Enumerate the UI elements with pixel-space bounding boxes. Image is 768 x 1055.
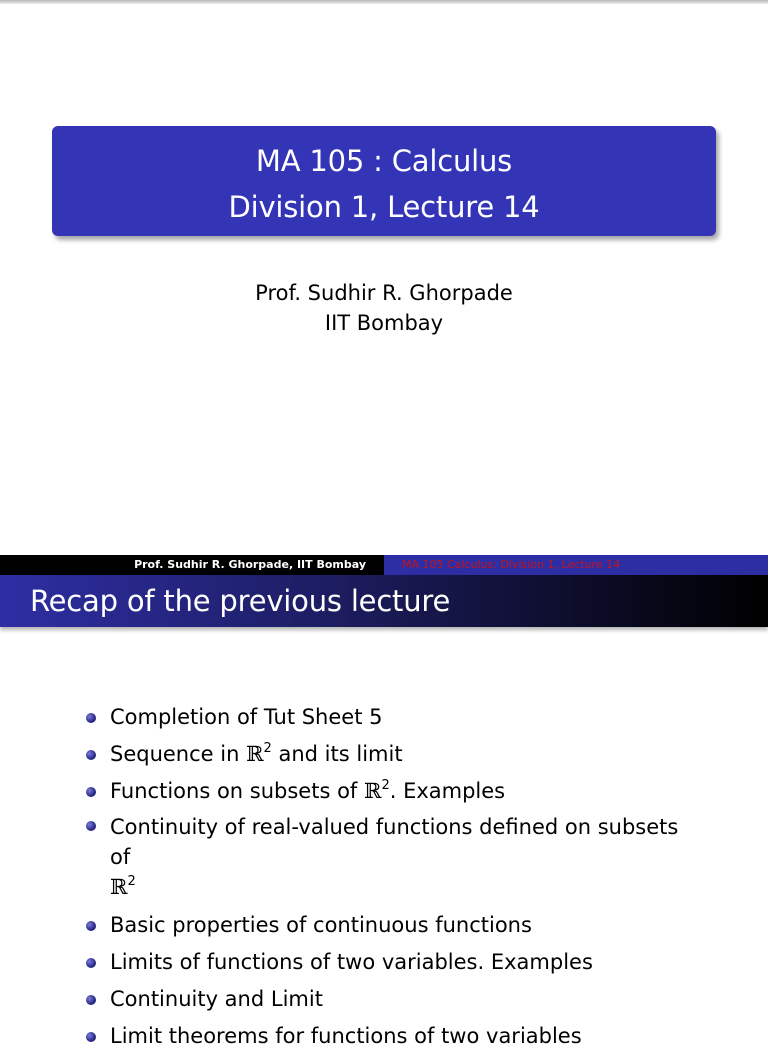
list-item xyxy=(85,810,705,907)
real-set-symbol: ℝ xyxy=(363,779,382,803)
list-item xyxy=(85,981,705,1018)
superscript: 2 xyxy=(263,741,272,756)
frame-title: Recap of the previous lecture xyxy=(30,584,451,618)
course-title: MA 105 : Calculus xyxy=(255,144,513,178)
bullet-text-pre: Sequence in xyxy=(110,742,247,766)
bullet-text: Completion of Tut Sheet 5 xyxy=(110,705,383,729)
bullet-dot-icon xyxy=(86,1032,96,1042)
real-set-symbol: ℝ xyxy=(246,742,264,766)
bullet-text: Limits of functions of two variables. Examples xyxy=(110,950,593,974)
bullet-dot-icon xyxy=(86,787,96,797)
list-item xyxy=(85,699,705,736)
footer-author: Prof. Sudhir R. Ghorpade, IIT Bombay xyxy=(0,555,384,575)
lecture-title: Division 1, Lecture 14 xyxy=(228,190,540,224)
list-item xyxy=(85,944,705,981)
real-set-symbol: ℝ xyxy=(110,875,128,899)
bullet-text-post: . Examples xyxy=(389,779,506,803)
footer-course: MA 105 Calculus: Division 1, Lecture 14 xyxy=(384,555,768,575)
bullet-dot-icon xyxy=(86,821,96,831)
list-item xyxy=(85,1018,705,1055)
footer-bar xyxy=(0,555,768,575)
author-institution: IIT Bombay xyxy=(324,311,444,335)
list-item xyxy=(85,907,705,944)
bullet-text: Basic properties of continuous functions xyxy=(110,913,532,937)
superscript: 2 xyxy=(381,778,390,793)
frame-title-bar xyxy=(0,575,768,627)
bullet-text: Continuity and Limit xyxy=(110,987,323,1011)
list-item xyxy=(85,773,705,810)
list-item xyxy=(85,736,705,773)
title-box xyxy=(52,126,716,236)
author-name: Prof. Sudhir R. Ghorpade xyxy=(255,281,513,305)
author-block xyxy=(0,278,768,338)
bullet-dot-icon xyxy=(86,750,96,760)
bullet-text-pre: Continuity of real-valued functions defined on subsets of xyxy=(110,815,679,869)
bullet-dot-icon xyxy=(86,921,96,931)
bullet-dot-icon xyxy=(86,713,96,723)
bullet-text-pre: Functions on subsets of xyxy=(110,779,364,803)
bullet-text-post: and its limit xyxy=(271,742,403,766)
bullet-dot-icon xyxy=(86,995,96,1005)
recap-bullet-list xyxy=(85,699,705,1055)
superscript: 2 xyxy=(127,874,136,889)
bullet-dot-icon xyxy=(86,958,96,968)
page-top-edge xyxy=(0,0,768,4)
bullet-text: Limit theorems for functions of two variables xyxy=(110,1024,582,1048)
